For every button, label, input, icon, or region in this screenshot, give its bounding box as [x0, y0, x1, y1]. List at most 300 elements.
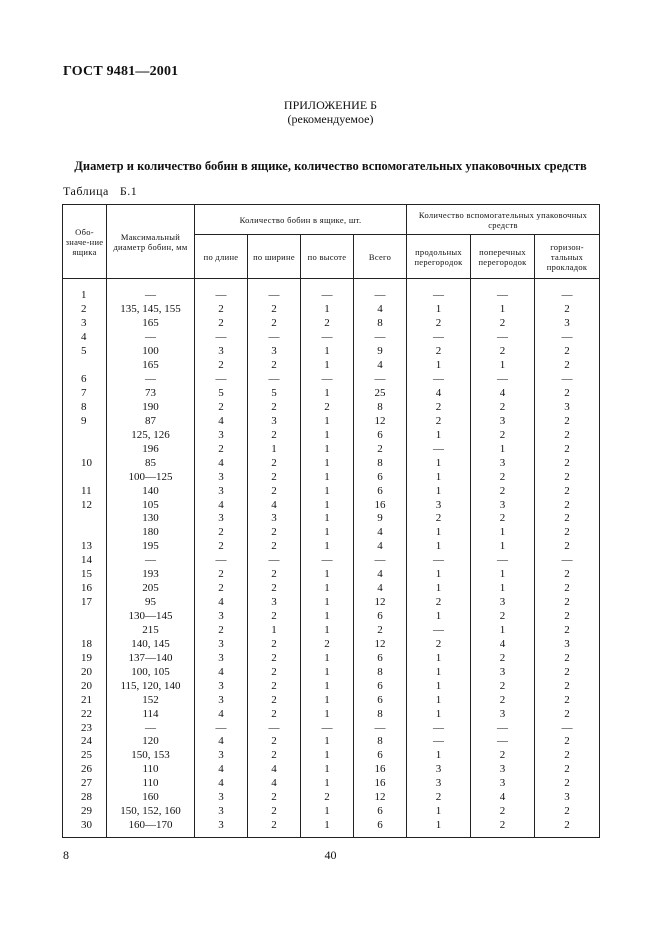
cell-horizontal: 2 [535, 777, 600, 791]
cell-horizontal: 2 [535, 805, 600, 819]
cell-box-no: 4 [63, 331, 107, 345]
table-row [63, 540, 600, 554]
cell-box-no: 27 [63, 777, 107, 791]
cell-box-no [63, 428, 107, 442]
cell-box-no: 1 [63, 289, 107, 303]
cell-transverse: — [471, 735, 535, 749]
cell-longitudinal: 3 [407, 498, 471, 512]
cell-longitudinal: 1 [407, 610, 471, 624]
cell-by-width: 2 [248, 665, 301, 679]
cell-total: 12 [354, 414, 407, 428]
table-row [63, 610, 600, 624]
cell-by-length: 4 [195, 763, 248, 777]
cell-longitudinal: 2 [407, 345, 471, 359]
cell-longitudinal: — [407, 721, 471, 735]
cell-box-no: 28 [63, 791, 107, 805]
cell-by-height: 2 [301, 317, 354, 331]
cell-total: — [354, 721, 407, 735]
cell-transverse: 2 [471, 470, 535, 484]
col-header-transverse: поперечных перегородок [471, 235, 535, 279]
cell-horizontal: — [535, 554, 600, 568]
cell-max-diameter: 196 [107, 442, 195, 456]
cell-max-diameter: 193 [107, 568, 195, 582]
cell-by-height: 1 [301, 428, 354, 442]
col-header-horizontal: горизон-тальных прокладок [535, 235, 600, 279]
cell-max-diameter: 105 [107, 498, 195, 512]
cell-total: — [354, 331, 407, 345]
cell-by-width: 2 [248, 456, 301, 470]
cell-by-height: 1 [301, 624, 354, 638]
table-row [63, 428, 600, 442]
cell-horizontal: 2 [535, 526, 600, 540]
cell-total: 6 [354, 651, 407, 665]
cell-by-length: 3 [195, 791, 248, 805]
cell-horizontal: 2 [535, 414, 600, 428]
cell-by-width: 2 [248, 526, 301, 540]
cell-max-diameter: 100—125 [107, 470, 195, 484]
cell-by-width: 2 [248, 484, 301, 498]
table-caption-number: Б.1 [119, 184, 138, 198]
cell-by-height: 2 [301, 791, 354, 805]
table-row [63, 791, 600, 805]
cell-by-length: 5 [195, 387, 248, 401]
cell-by-length: 2 [195, 624, 248, 638]
cell-max-diameter: 115, 120, 140 [107, 679, 195, 693]
cell-max-diameter: 160—170 [107, 819, 195, 838]
cell-total: 6 [354, 819, 407, 838]
cell-by-height: — [301, 721, 354, 735]
cell-horizontal: 2 [535, 456, 600, 470]
cell-horizontal: 2 [535, 707, 600, 721]
table-row [63, 512, 600, 526]
cell-longitudinal: — [407, 442, 471, 456]
col-header-longitudinal: продольных перегородок [407, 235, 471, 279]
table-row [63, 819, 600, 838]
cell-total: 25 [354, 387, 407, 401]
cell-by-length: — [195, 721, 248, 735]
cell-total: 12 [354, 596, 407, 610]
cell-longitudinal: 1 [407, 540, 471, 554]
cell-horizontal: 2 [535, 387, 600, 401]
cell-total: 6 [354, 749, 407, 763]
cell-by-length: 3 [195, 345, 248, 359]
cell-longitudinal: 1 [407, 665, 471, 679]
table-row [63, 345, 600, 359]
cell-transverse: 1 [471, 540, 535, 554]
document-id: ГОСТ 9481—2001 [63, 64, 179, 79]
appendix-block [0, 98, 661, 126]
cell-total: 2 [354, 624, 407, 638]
cell-horizontal: 3 [535, 401, 600, 415]
cell-by-length: 3 [195, 749, 248, 763]
cell-by-width: 3 [248, 596, 301, 610]
cell-longitudinal: 1 [407, 805, 471, 819]
cell-longitudinal: 1 [407, 470, 471, 484]
cell-horizontal: 2 [535, 428, 600, 442]
cell-total: 4 [354, 582, 407, 596]
cell-total: 16 [354, 763, 407, 777]
cell-transverse: 3 [471, 498, 535, 512]
cell-transverse: 2 [471, 345, 535, 359]
cell-total: 2 [354, 442, 407, 456]
cell-longitudinal: 2 [407, 637, 471, 651]
cell-transverse: 4 [471, 637, 535, 651]
cell-total: 4 [354, 359, 407, 373]
cell-by-length: 4 [195, 665, 248, 679]
cell-by-length: 2 [195, 303, 248, 317]
cell-by-height: 1 [301, 540, 354, 554]
cell-transverse: 2 [471, 512, 535, 526]
cell-by-height: 1 [301, 707, 354, 721]
cell-longitudinal: 1 [407, 679, 471, 693]
cell-box-no: 7 [63, 387, 107, 401]
col-header-total: Всего [354, 235, 407, 279]
cell-by-width: 2 [248, 540, 301, 554]
cell-by-width: 4 [248, 498, 301, 512]
cell-by-length: 4 [195, 735, 248, 749]
cell-by-height: 1 [301, 596, 354, 610]
cell-transverse: 3 [471, 456, 535, 470]
cell-longitudinal: — [407, 289, 471, 303]
cell-max-diameter: 215 [107, 624, 195, 638]
cell-total: 9 [354, 512, 407, 526]
cell-longitudinal: 1 [407, 428, 471, 442]
cell-total: 6 [354, 484, 407, 498]
cell-max-diameter: 140, 145 [107, 637, 195, 651]
cell-horizontal: 2 [535, 763, 600, 777]
section-heading: Диаметр и количество бобин в ящике, количество вспомогательных упаковочных средств [74, 159, 587, 173]
cell-horizontal: 2 [535, 442, 600, 456]
cell-total: 4 [354, 526, 407, 540]
table-row [63, 373, 600, 387]
cell-total: — [354, 554, 407, 568]
cell-box-no: 20 [63, 665, 107, 679]
cell-transverse: 4 [471, 387, 535, 401]
cell-max-diameter: 180 [107, 526, 195, 540]
cell-transverse: 1 [471, 582, 535, 596]
cell-by-length: 3 [195, 428, 248, 442]
cell-box-no [63, 470, 107, 484]
cell-box-no: 18 [63, 637, 107, 651]
cell-longitudinal: — [407, 373, 471, 387]
cell-by-width: 2 [248, 401, 301, 415]
cell-transverse: 2 [471, 651, 535, 665]
table-row [63, 442, 600, 456]
cell-total: 9 [354, 345, 407, 359]
cell-longitudinal: 2 [407, 791, 471, 805]
cell-max-diameter: 73 [107, 387, 195, 401]
cell-longitudinal: — [407, 624, 471, 638]
cell-by-height: — [301, 289, 354, 303]
table-row [63, 679, 600, 693]
cell-by-length: — [195, 331, 248, 345]
cell-transverse: 2 [471, 805, 535, 819]
cell-by-height: 1 [301, 387, 354, 401]
cell-by-height: 2 [301, 401, 354, 415]
cell-total: 12 [354, 637, 407, 651]
cell-transverse: 3 [471, 414, 535, 428]
cell-total: — [354, 289, 407, 303]
cell-box-no [63, 610, 107, 624]
table-row [63, 707, 600, 721]
cell-max-diameter: 137—140 [107, 651, 195, 665]
cell-total: — [354, 373, 407, 387]
cell-max-diameter: 85 [107, 456, 195, 470]
table-row [63, 456, 600, 470]
cell-box-no: 26 [63, 763, 107, 777]
cell-by-width: 3 [248, 345, 301, 359]
cell-total: 4 [354, 540, 407, 554]
cell-transverse: — [471, 373, 535, 387]
cell-by-width: 2 [248, 791, 301, 805]
cell-by-height: 1 [301, 498, 354, 512]
table-row [63, 498, 600, 512]
cell-by-length: 4 [195, 707, 248, 721]
cell-by-length: 4 [195, 777, 248, 791]
cell-total: 6 [354, 693, 407, 707]
cell-by-length: 4 [195, 456, 248, 470]
cell-horizontal: — [535, 331, 600, 345]
cell-by-width: 3 [248, 414, 301, 428]
cell-by-height: 1 [301, 665, 354, 679]
cell-box-no: 5 [63, 345, 107, 359]
table-row [63, 359, 600, 373]
cell-max-diameter: 100, 105 [107, 665, 195, 679]
cell-by-height: 1 [301, 526, 354, 540]
cell-by-height: 1 [301, 414, 354, 428]
cell-by-width: 2 [248, 317, 301, 331]
cell-by-width: 2 [248, 470, 301, 484]
cell-by-width: 2 [248, 303, 301, 317]
cell-box-no: 21 [63, 693, 107, 707]
cell-horizontal: 2 [535, 484, 600, 498]
cell-by-length: 3 [195, 651, 248, 665]
cell-max-diameter: 110 [107, 763, 195, 777]
cell-box-no: 14 [63, 554, 107, 568]
cell-box-no: 10 [63, 456, 107, 470]
cell-box-no [63, 526, 107, 540]
cell-max-diameter: 87 [107, 414, 195, 428]
cell-total: 6 [354, 679, 407, 693]
cell-by-height: 1 [301, 693, 354, 707]
cell-transverse: 2 [471, 679, 535, 693]
cell-longitudinal: 1 [407, 456, 471, 470]
cell-total: 8 [354, 665, 407, 679]
cell-box-no: 17 [63, 596, 107, 610]
cell-transverse: 3 [471, 707, 535, 721]
table-row [63, 749, 600, 763]
cell-max-diameter: — [107, 373, 195, 387]
table-row [63, 637, 600, 651]
cell-by-height: — [301, 331, 354, 345]
cell-longitudinal: 3 [407, 777, 471, 791]
cell-transverse: — [471, 289, 535, 303]
table-row [63, 624, 600, 638]
cell-box-no: 24 [63, 735, 107, 749]
cell-max-diameter: 135, 145, 155 [107, 303, 195, 317]
table-row [63, 763, 600, 777]
cell-transverse: 3 [471, 777, 535, 791]
cell-max-diameter: 125, 126 [107, 428, 195, 442]
cell-transverse: 2 [471, 819, 535, 838]
table-caption [63, 184, 137, 199]
table-row [63, 721, 600, 735]
table-row [63, 331, 600, 345]
cell-total: 8 [354, 735, 407, 749]
cell-longitudinal: — [407, 735, 471, 749]
cell-total: 8 [354, 456, 407, 470]
table-row [63, 303, 600, 317]
cell-max-diameter: — [107, 331, 195, 345]
cell-by-height: 1 [301, 582, 354, 596]
cell-by-height: 1 [301, 512, 354, 526]
cell-by-length: — [195, 554, 248, 568]
cell-longitudinal: 4 [407, 387, 471, 401]
cell-total: 8 [354, 401, 407, 415]
cell-horizontal: 2 [535, 540, 600, 554]
cell-by-length: — [195, 373, 248, 387]
cell-horizontal: 2 [535, 359, 600, 373]
cell-by-height: 1 [301, 735, 354, 749]
table-row [63, 777, 600, 791]
cell-longitudinal: 1 [407, 568, 471, 582]
cell-by-length: 4 [195, 414, 248, 428]
page-number-left: 8 [63, 848, 69, 862]
cell-box-no: 9 [63, 414, 107, 428]
cell-max-diameter: 165 [107, 317, 195, 331]
cell-horizontal: 2 [535, 345, 600, 359]
cell-by-height: 1 [301, 303, 354, 317]
cell-by-length: 2 [195, 582, 248, 596]
cell-by-length: 2 [195, 526, 248, 540]
cell-by-width: 2 [248, 679, 301, 693]
cell-longitudinal: 1 [407, 707, 471, 721]
cell-by-width: — [248, 554, 301, 568]
cell-box-no: 12 [63, 498, 107, 512]
cell-transverse: 1 [471, 303, 535, 317]
table-row [63, 568, 600, 582]
cell-by-width: 2 [248, 735, 301, 749]
cell-longitudinal: 1 [407, 359, 471, 373]
cell-longitudinal: 2 [407, 596, 471, 610]
cell-max-diameter: 205 [107, 582, 195, 596]
cell-by-length: 2 [195, 317, 248, 331]
table-row [63, 414, 600, 428]
table-row [63, 289, 600, 303]
cell-longitudinal: — [407, 331, 471, 345]
col-header-aux-group: Количество вспомогательных упаковочных средств [407, 205, 600, 235]
cell-longitudinal: 1 [407, 303, 471, 317]
cell-by-height: 1 [301, 749, 354, 763]
cell-total: 8 [354, 317, 407, 331]
cell-longitudinal: 1 [407, 582, 471, 596]
cell-longitudinal: 1 [407, 526, 471, 540]
cell-by-width: 2 [248, 637, 301, 651]
cell-box-no [63, 442, 107, 456]
cell-longitudinal: 1 [407, 819, 471, 838]
cell-by-length: 2 [195, 401, 248, 415]
table-row [63, 651, 600, 665]
table-row [63, 526, 600, 540]
cell-box-no: 25 [63, 749, 107, 763]
cell-horizontal: 2 [535, 749, 600, 763]
cell-by-height: 1 [301, 651, 354, 665]
cell-max-diameter: 114 [107, 707, 195, 721]
cell-transverse: 2 [471, 401, 535, 415]
cell-max-diameter: 100 [107, 345, 195, 359]
cell-transverse: 2 [471, 428, 535, 442]
cell-max-diameter: 160 [107, 791, 195, 805]
cell-transverse: 1 [471, 624, 535, 638]
cell-by-width: 1 [248, 624, 301, 638]
cell-max-diameter: 95 [107, 596, 195, 610]
cell-longitudinal: — [407, 554, 471, 568]
table-body [63, 279, 600, 838]
cell-by-height: 1 [301, 777, 354, 791]
cell-horizontal: 2 [535, 651, 600, 665]
cell-by-length: 3 [195, 679, 248, 693]
cell-by-length: 3 [195, 512, 248, 526]
page-number-center: 40 [324, 848, 337, 862]
cell-by-length: — [195, 289, 248, 303]
cell-total: 6 [354, 470, 407, 484]
cell-max-diameter: 165 [107, 359, 195, 373]
cell-box-no [63, 512, 107, 526]
cell-transverse: 1 [471, 442, 535, 456]
table-row [63, 735, 600, 749]
cell-longitudinal: 2 [407, 401, 471, 415]
table-row [63, 582, 600, 596]
cell-longitudinal: 1 [407, 749, 471, 763]
cell-max-diameter: 130 [107, 512, 195, 526]
cell-by-width: — [248, 289, 301, 303]
cell-box-no: 8 [63, 401, 107, 415]
cell-horizontal: 2 [535, 679, 600, 693]
cell-box-no: 30 [63, 819, 107, 838]
cell-horizontal: 2 [535, 693, 600, 707]
cell-max-diameter: — [107, 721, 195, 735]
col-header-by-height: по высоте [301, 235, 354, 279]
cell-horizontal: 2 [535, 498, 600, 512]
cell-by-height: 1 [301, 679, 354, 693]
cell-transverse: — [471, 554, 535, 568]
table-row [63, 387, 600, 401]
cell-horizontal: 2 [535, 512, 600, 526]
cell-by-length: 4 [195, 596, 248, 610]
cell-by-width: 3 [248, 512, 301, 526]
cell-horizontal: 2 [535, 303, 600, 317]
table-caption-word: Таблица [63, 184, 109, 198]
table-row [63, 401, 600, 415]
cell-max-diameter: — [107, 554, 195, 568]
cell-max-diameter: 140 [107, 484, 195, 498]
cell-horizontal: 2 [535, 596, 600, 610]
cell-by-width: — [248, 331, 301, 345]
cell-horizontal: — [535, 721, 600, 735]
cell-total: 8 [354, 707, 407, 721]
cell-by-height: — [301, 554, 354, 568]
cell-horizontal: 3 [535, 637, 600, 651]
col-header-box-no: Обо-значе-ние ящика [63, 205, 107, 279]
cell-max-diameter: 190 [107, 401, 195, 415]
cell-total: 4 [354, 568, 407, 582]
cell-max-diameter: 150, 152, 160 [107, 805, 195, 819]
cell-horizontal: — [535, 289, 600, 303]
cell-by-height: 2 [301, 637, 354, 651]
cell-by-width: 2 [248, 805, 301, 819]
cell-box-no: 20 [63, 679, 107, 693]
col-header-by-length: по длине [195, 235, 248, 279]
